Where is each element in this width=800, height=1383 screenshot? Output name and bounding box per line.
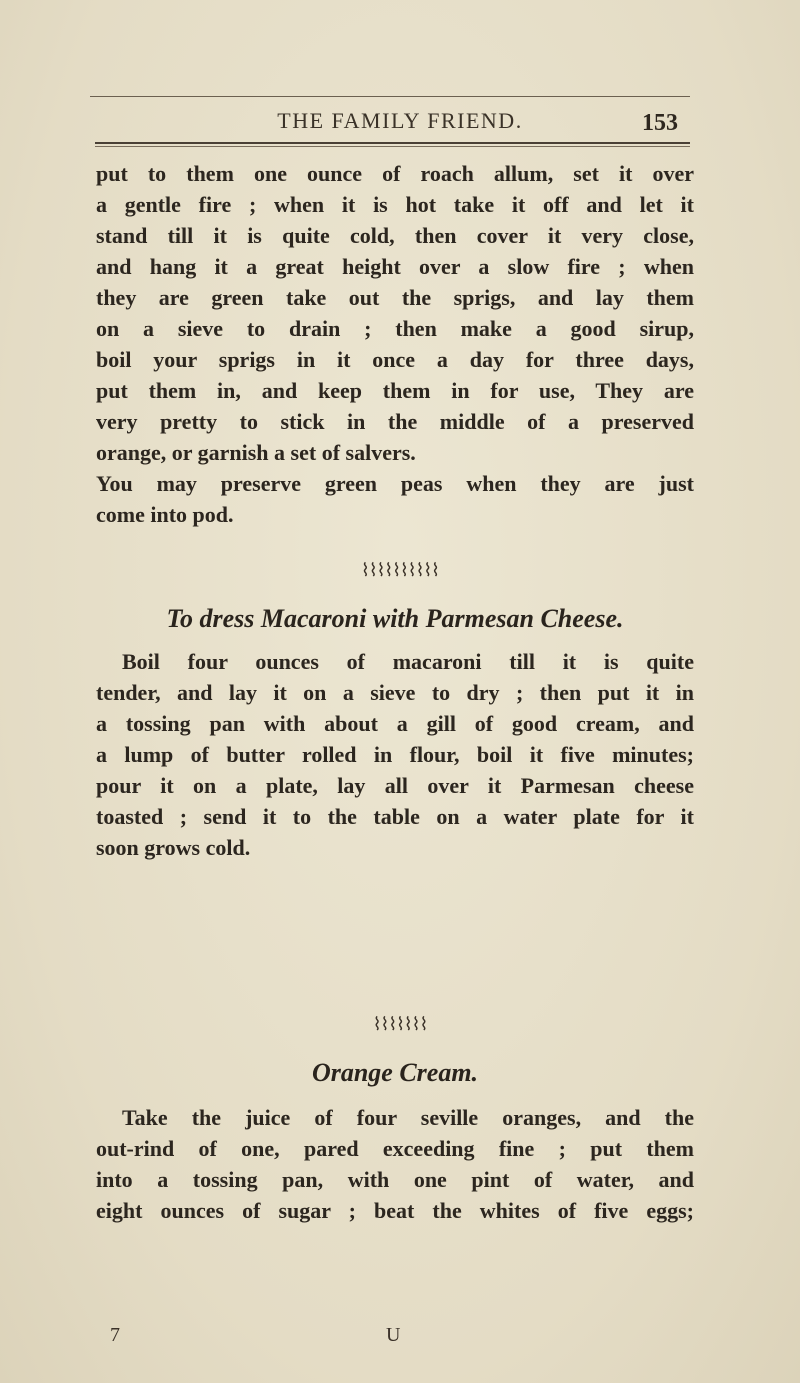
section-ornament: ⌇⌇⌇⌇⌇⌇⌇ xyxy=(372,1014,428,1034)
signature-letter: U xyxy=(386,1324,401,1346)
text-line: pour it on a plate, lay all over it Parmesan cheese xyxy=(96,773,694,798)
text-line: stand till it is quite cold, then cover it very close, xyxy=(96,223,694,248)
text-line: a gentle fire ; when it is hot take it off and let it xyxy=(96,192,694,217)
text-line: soon grows cold. xyxy=(96,835,251,860)
recipe-body-macaroni xyxy=(96,646,694,863)
section-ornament: ⌇⌇⌇⌇⌇⌇⌇⌇⌇⌇ xyxy=(361,560,439,580)
signature-number: 7 xyxy=(110,1324,120,1346)
text-line: You may preserve green peas when they are just xyxy=(96,471,694,496)
text-line: tender, and lay it on a sieve to dry ; then put it in xyxy=(96,680,694,705)
text-line: and hang it a great height over a slow fire ; when xyxy=(96,254,694,279)
text-line: boil your sprigs in it once a day for three days, xyxy=(96,347,694,372)
recipe-body-orange-cream xyxy=(96,1102,694,1226)
text-line: put them in, and keep them in for use, They are xyxy=(96,378,694,403)
running-head: THE FAMILY FRIEND. xyxy=(277,108,523,133)
text-line: on a sieve to drain ; then make a good sirup, xyxy=(96,316,694,341)
text-line: out-rind of one, pared exceeding fine ; put them xyxy=(96,1136,694,1161)
text-line: they are green take out the sprigs, and lay them xyxy=(96,285,694,310)
text-line: a lump of butter rolled in flour, boil it five minutes; xyxy=(96,742,694,767)
text-line: put to them one ounce of roach allum, set it over xyxy=(96,161,694,186)
text-line: Boil four ounces of macaroni till it is quite xyxy=(122,649,694,674)
header-rule-thin xyxy=(95,146,690,147)
text-line: into a tossing pan, with one pint of water, and xyxy=(96,1167,694,1192)
text-line: come into pod. xyxy=(96,502,234,527)
text-line: a tossing pan with about a gill of good cream, and xyxy=(96,711,694,736)
page-header xyxy=(0,108,800,140)
recipe-title-macaroni: To dress Macaroni with Parmesan Cheese. xyxy=(166,604,624,633)
top-border-rule xyxy=(90,96,690,97)
recipe-title-orange-cream: Orange Cream. xyxy=(311,1058,479,1087)
page-number: 153 xyxy=(642,110,678,136)
text-line: toasted ; send it to the table on a water plate for it xyxy=(96,804,694,829)
text-line: Take the juice of four seville oranges, and the xyxy=(122,1105,694,1130)
text-line: orange, or garnish a set of salvers. xyxy=(96,440,416,465)
text-line: very pretty to stick in the middle of a preserved xyxy=(96,409,694,434)
continued-recipe-text xyxy=(96,158,694,530)
page-footer xyxy=(0,1324,800,1348)
text-line: eight ounces of sugar ; beat the whites of five eggs; xyxy=(96,1198,694,1223)
header-rule xyxy=(95,142,690,144)
